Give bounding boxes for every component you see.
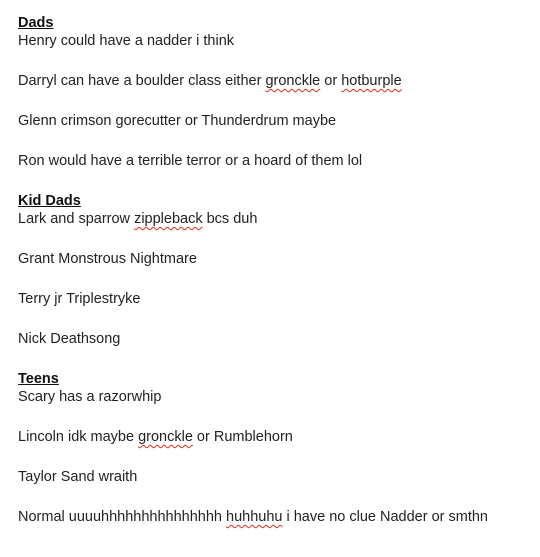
misspelled-word[interactable]: hotburple	[341, 73, 402, 89]
misspelled-word[interactable]: gronckle	[138, 429, 193, 445]
text-line	[18, 468, 534, 486]
text-segment: Grant Monstrous Nightmare	[18, 251, 197, 267]
text-segment: Lincoln idk maybe	[18, 429, 139, 445]
document-body	[18, 14, 534, 526]
misspelled-word[interactable]: gronckle	[265, 73, 321, 89]
text-segment: Taylor Sand wraith	[18, 469, 138, 485]
section-heading-teens: Teens	[18, 371, 59, 387]
text-line	[18, 388, 534, 406]
text-segment: Scary has a razorwhip	[18, 389, 162, 405]
text-line	[18, 112, 534, 130]
text-segment: Normal uuuuhhhhhhhhhhhhhhh	[18, 509, 227, 525]
section-heading-kid-dads: Kid Dads	[18, 193, 81, 209]
text-segment: Terry jr Triplestryke	[18, 291, 141, 307]
text-segment: Nick Deathsong	[18, 331, 121, 347]
text-segment: Lark and sparrow	[18, 211, 135, 227]
text-segment: Henry could have a nadder i think	[18, 33, 235, 49]
text-line	[18, 508, 534, 526]
text-line	[18, 330, 534, 348]
text-segment: Darryl can have a boulder class either	[18, 73, 266, 89]
text-line	[18, 290, 534, 308]
text-segment: i have no clue Nadder or smthn	[282, 509, 488, 525]
misspelled-word[interactable]: zippleback	[134, 211, 203, 227]
text-segment: Ron would have a terrible terror or a hoard of them lol	[18, 153, 363, 169]
text-segment: bcs duh	[202, 211, 258, 227]
text-line	[18, 32, 534, 50]
section-heading-dads: Dads	[18, 15, 54, 31]
text-segment: or	[320, 73, 342, 89]
text-line	[18, 152, 534, 170]
text-segment: or Rumblehorn	[192, 429, 293, 445]
text-line	[18, 428, 534, 446]
misspelled-word[interactable]: huhhuhu	[226, 509, 283, 525]
text-segment: Glenn crimson gorecutter or Thunderdrum maybe	[18, 113, 337, 129]
text-line	[18, 72, 534, 90]
text-line	[18, 250, 534, 268]
text-line	[18, 210, 534, 228]
